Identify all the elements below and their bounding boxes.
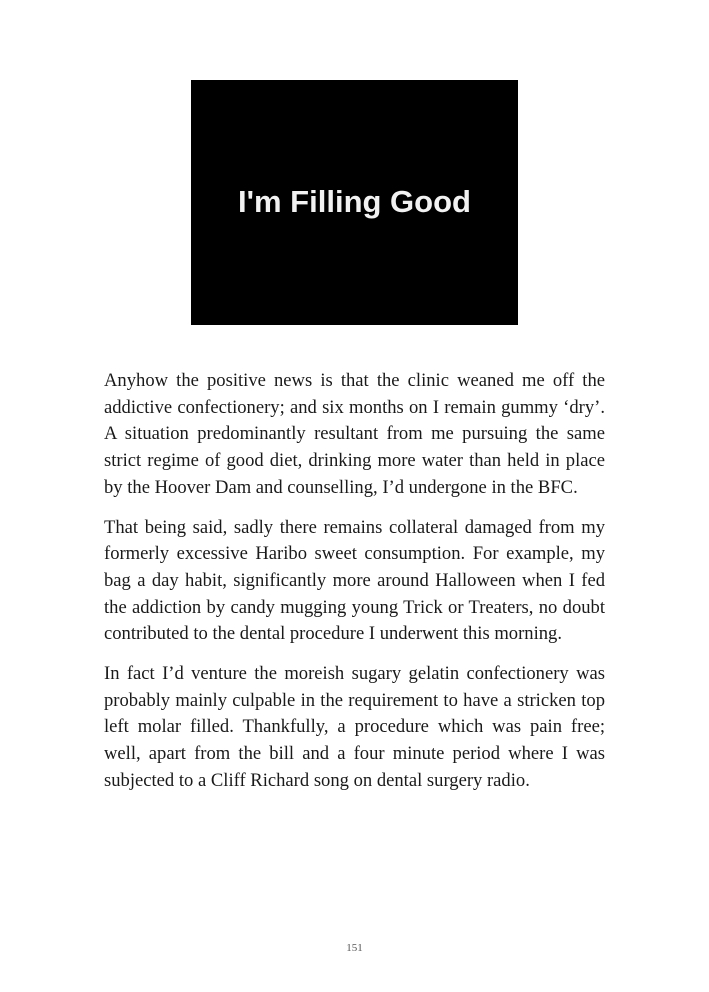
title-card-caption: I'm Filling Good bbox=[238, 183, 471, 219]
body-text bbox=[104, 368, 605, 808]
paragraph: That being said, sadly there remains collateral damaged from my formerly excessive Haribo sweet consumption. For example, my bag a day habit, significantly more around Halloween when I fed the addiction by candy mugging young Trick or Treaters, no doubt contributed to the dental procedure I underwent this morning. bbox=[104, 516, 605, 645]
page-number: 151 bbox=[346, 942, 363, 954]
paragraph: Anyhow the positive news is that the clinic weaned me off the addictive confectionery; and six months on I remain gummy ‘dry’. A situation predominantly resultant from me pursuing the same strict regime of good diet, drinking more water than held in place by the Hoover Dam and counselling, I’d undergone in the BFC. bbox=[104, 370, 605, 498]
paragraph: In fact I’d venture the moreish sugary gelatin confectionery was probably mainly culpable in the requirement to have a stricken top left molar filled. Thankfully, a procedure which was pain free; well, apart from the bill and a four minute period where I was subjected to a Cliff Richard song on dental surgery radio. bbox=[104, 663, 605, 791]
title-card-image bbox=[191, 80, 518, 325]
